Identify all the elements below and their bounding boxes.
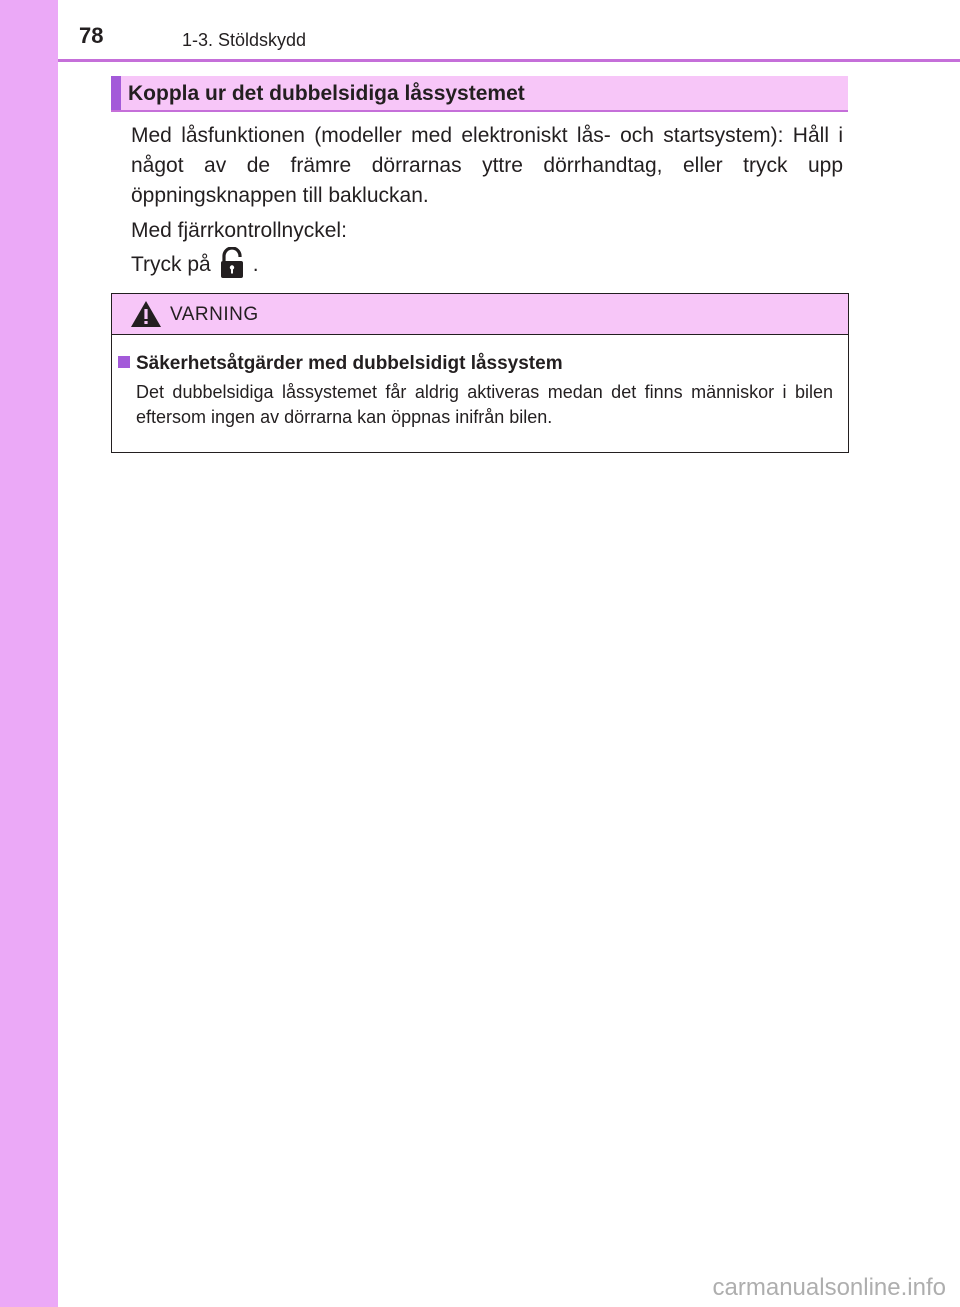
press-text: Tryck på bbox=[131, 253, 211, 276]
section-heading-bar bbox=[111, 76, 121, 110]
warning-item-text: Det dubbelsidiga låssystemet får aldrig aktiveras medan det finns människor i bilen eftersom ingen av dörrarna kan öppnas inifrån bilen. bbox=[136, 382, 833, 427]
press-period: . bbox=[252, 253, 259, 276]
body-paragraph-lock-function: Med låsfunktionen (modeller med elektroniskt lås- och startsystem): Håll i något av de främre dörrarnas yttre dörrhandtag, eller tryck upp öppningsknappen till bakluckan. bbox=[131, 124, 843, 207]
section-heading bbox=[111, 76, 848, 112]
side-color-strip bbox=[0, 0, 58, 1307]
warning-item-title bbox=[118, 352, 563, 376]
warning-header bbox=[112, 294, 848, 335]
body-paragraph-remote-key: Med fjärrkontrollnyckel: bbox=[131, 219, 347, 242]
body-paragraph-press bbox=[131, 247, 843, 288]
warning-triangle-icon bbox=[130, 300, 162, 333]
unlock-icon bbox=[219, 247, 245, 288]
warning-box bbox=[111, 293, 849, 453]
page-number: 78 bbox=[79, 23, 104, 48]
watermark: carmanualsonline.info bbox=[712, 1274, 946, 1301]
chapter-title: 1-3. Stöldskydd bbox=[182, 30, 307, 50]
warning-label: VARNING bbox=[170, 304, 259, 325]
header-divider bbox=[58, 59, 960, 62]
section-heading-text: Koppla ur det dubbelsidiga låssystemet bbox=[128, 82, 525, 105]
warning-item-title-text: Säkerhetsåtgärder med dubbelsidigt låssystem bbox=[136, 353, 563, 374]
square-bullet-icon bbox=[118, 356, 130, 368]
